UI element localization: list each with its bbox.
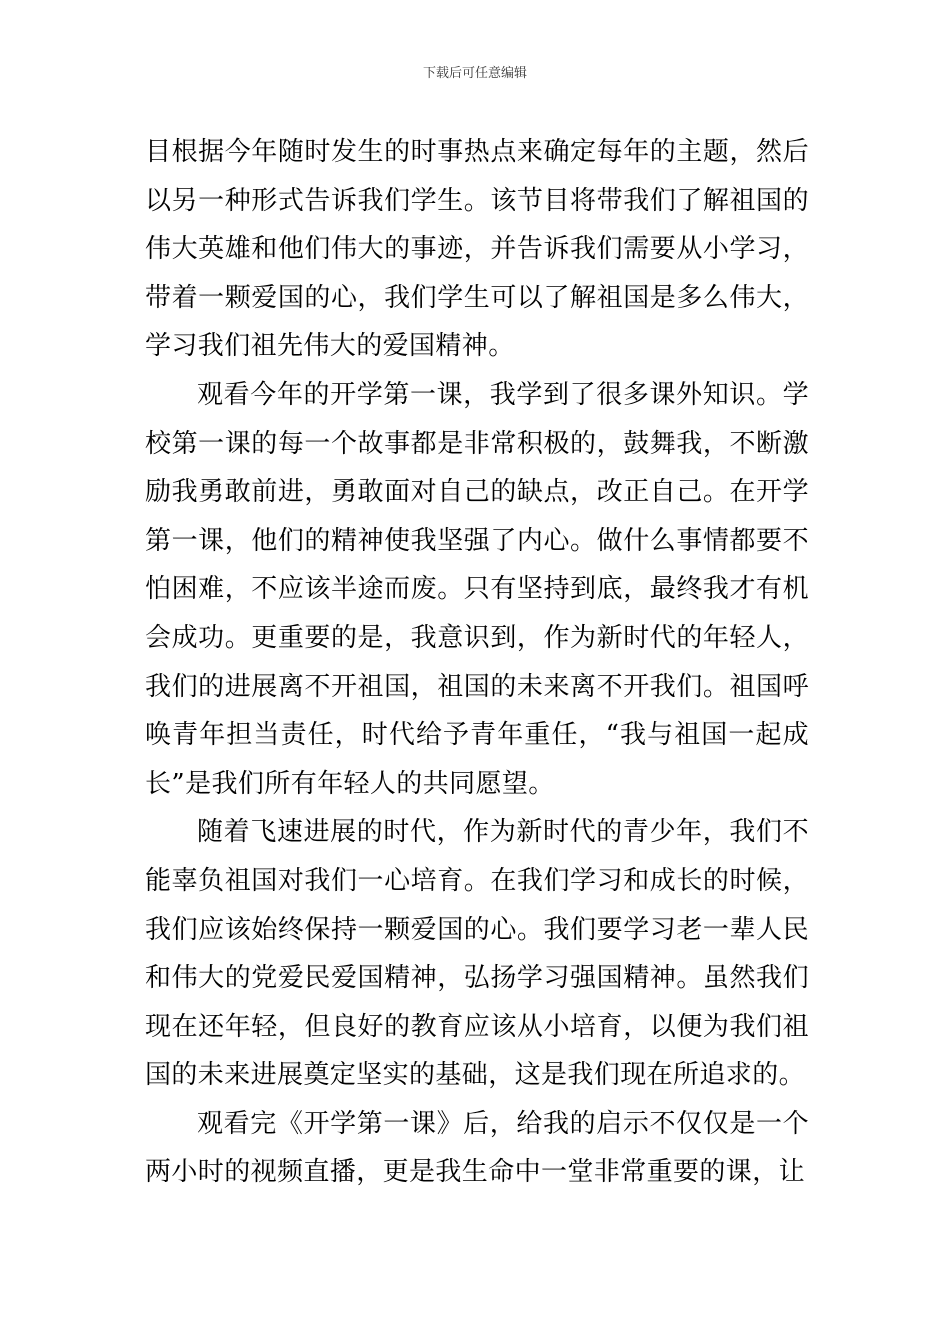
document-body (145, 128, 809, 1197)
page-header: 下载后可任意编辑 (422, 66, 527, 81)
paragraph: 观看今年的开学第一课，我学到了很多课外知识。学校第一课的每一个故事都是非常积极的，鼓舞我，不断激励我勇敢前进，勇敢面对自己的缺点，改正自己。在开学第一课，他们的精神使我坚强了内心。做什么事情都要不怕困难，不应该半途而废。只有坚持到底，最终我才有机会成功。更重要的是，我意识到，作为新时代的年轻人，我们的进展离不开祖国，祖国的未来离不开我们。祖国呼唤青年担当责任，时代给予青年重任，“我与祖国一起成长”是我们所有年轻人的共同愿望。 (145, 379, 809, 799)
paragraph: 观看完《开学第一课》后，给我的启示不仅仅是一个两小时的视频直播，更是我生命中一堂非常重要的课，让 (145, 1108, 809, 1188)
paragraph: 随着飞速进展的时代，作为新时代的青少年，我们不能辜负祖国对我们一心培育。在我们学习和成长的时候，我们应该始终保持一颗爱国的心。我们要学习老一辈人民和伟大的党爱民爱国精神，弘扬学习强国精神。虽然我们现在还年轻，但良好的教育应该从小培育，以便为我们祖国的未来进展奠定坚实的基础，这是我们现在所追求的。 (145, 817, 809, 1091)
paragraph-continued: 目根据今年随时发生的时事热点来确定每年的主题，然后以另一种形式告诉我们学生。该节目将带我们了解祖国的伟大英雄和他们伟大的事迹，并告诉我们需要从小学习，带着一颗爱国的心，我们学生可以了解祖国是多么伟大，学习我们祖先伟大的爱国精神。 (145, 137, 809, 362)
